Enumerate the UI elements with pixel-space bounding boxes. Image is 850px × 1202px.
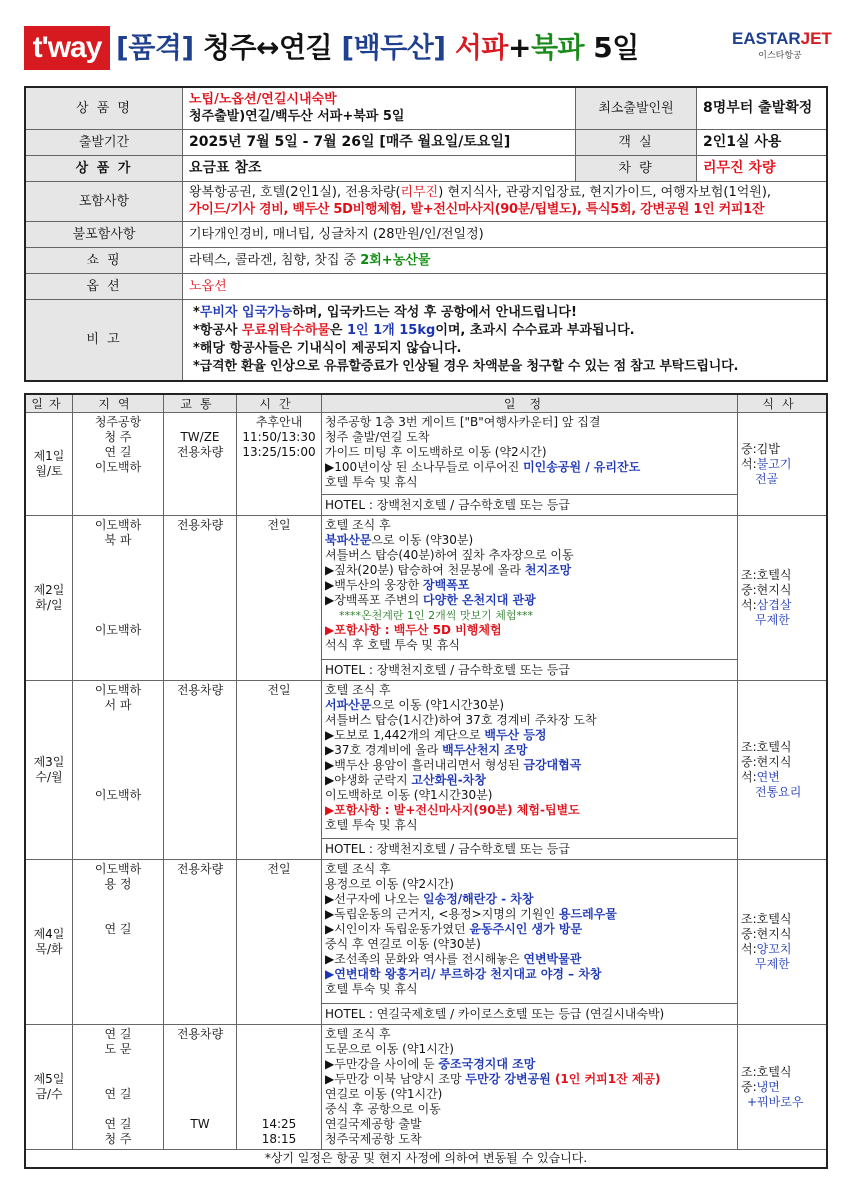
- schedule-line: ▶장백폭포 주변의: [325, 593, 424, 607]
- schedule-line: 청주공항 1층 3번 게이트 ["B"여행사카운터] 앞 집결: [325, 415, 601, 429]
- schedule-highlight: 장백폭포: [423, 578, 470, 592]
- region: 연 길: [104, 1087, 132, 1101]
- schedule-highlight: 금강대협곡: [523, 758, 582, 772]
- col-schedule: 일정: [322, 394, 738, 413]
- col-region: 지역: [73, 394, 164, 413]
- remark-baggage: 무료위탁수하물: [242, 322, 330, 338]
- schedule-line: 이도백하로 이동 (약1시간30분): [325, 788, 493, 802]
- meal-special: 냉면: [756, 1079, 780, 1094]
- remarks-label: 비 고: [25, 299, 183, 381]
- eastar-logo-main: EASTAR: [732, 29, 801, 48]
- meal: 석:: [741, 598, 757, 612]
- schedule-highlight: 윤동주시인 생가 방문: [469, 922, 583, 936]
- meal-cell: [738, 516, 828, 681]
- region-cell: [73, 413, 164, 516]
- eastar-logo-sub: 이스타항공: [758, 51, 802, 61]
- schedule-line: 호텔 투숙 및 휴식: [325, 818, 418, 832]
- hotel-info: HOTEL : 장백천지호텔 / 금수학호텔 또는 등급: [322, 495, 738, 516]
- remark-text: 하며, 입국카드는 작성 후 공항에서 안내드립니다!: [292, 304, 577, 320]
- day-number: 제1일: [33, 449, 65, 463]
- meal-special: 양꼬치: [756, 942, 792, 956]
- remark-text: *항공사: [193, 322, 242, 338]
- col-meal: 식사: [738, 394, 828, 413]
- remark-text: 은: [329, 322, 347, 338]
- schedule-note: ****온천계란 1인 2개씩 맛보기 체험***: [339, 609, 533, 622]
- day-number: 제3일: [33, 755, 65, 769]
- remark-meal: *해당 항공사들은 기내식이 제공되지 않습니다.: [193, 340, 462, 356]
- transport-cell: 전용차량: [164, 681, 237, 860]
- page-title: [116, 28, 639, 68]
- title-part: [백두산]: [341, 31, 455, 64]
- excluded-value: 기타개인경비, 매너팁, 싱글차지 (28만원/인/전일정): [183, 221, 828, 247]
- day-cell: [25, 860, 73, 1025]
- schedule-line: ▶짚차(20분) 탑승하여 천문봉에 올라: [325, 563, 525, 577]
- meal-special: 전골: [755, 471, 779, 486]
- schedule-highlight: ▶연변대학 왕홍거리/ 부르하강 천지대교 야경 – 차창: [325, 967, 602, 981]
- region: 이도백하: [94, 862, 142, 876]
- day-number: 제5일: [33, 1072, 65, 1086]
- product-label: 상 품 명: [25, 87, 183, 129]
- schedule-cell: [322, 1025, 738, 1150]
- schedule-line: 호텔 조식 후: [325, 862, 391, 876]
- day-number: 제4일: [33, 927, 65, 941]
- schedule-highlight: 다양한 온천지대 관광: [423, 593, 536, 607]
- meal-special: 불고기: [756, 456, 792, 471]
- transport: 전용차량: [176, 445, 224, 459]
- remarks-value: [183, 299, 828, 381]
- car-value: 리무진 차량: [697, 155, 828, 181]
- shopping-count: 2회+농산물: [360, 252, 431, 268]
- schedule-line: ▶조선족의 문화와 역사를 전시해놓은: [325, 952, 524, 966]
- schedule-line: ▶야생화 군락지: [325, 773, 412, 787]
- option-label: 옵 션: [25, 273, 183, 299]
- schedule-line: ▶선구자에 나오는: [325, 892, 424, 906]
- schedule-line: 석식 후 호텔 투숙 및 휴식: [325, 638, 460, 652]
- eastar-logo-jet: JET: [800, 29, 832, 48]
- transport: TW: [190, 1117, 210, 1131]
- hotel-info: HOTEL : 연길국제호텔 / 카이로스호텔 또는 등급 (연길시내숙박): [322, 1004, 738, 1025]
- product-info-table: [24, 86, 828, 382]
- region: 이도백하: [94, 518, 142, 532]
- meal: 조:호텔식: [741, 912, 792, 926]
- region: 연 길: [104, 445, 132, 459]
- day-weekday: 월/토: [35, 464, 63, 478]
- meal-cell: [738, 681, 828, 860]
- included-label: 포함사항: [25, 181, 183, 221]
- title-part: +: [507, 31, 531, 64]
- day-cell: [25, 1025, 73, 1150]
- col-day: 일자: [25, 394, 73, 413]
- schedule-highlight: 북파산문: [325, 533, 372, 547]
- option-value: 노옵션: [183, 273, 828, 299]
- included-text: 왕복항공권, 호텔(2인1실), 전용차량(: [189, 185, 401, 200]
- schedule-line: 호텔 조식 후: [325, 518, 391, 532]
- schedule-highlight: 백두산 등정: [484, 728, 547, 742]
- region: 연 길: [104, 1027, 132, 1041]
- header: [24, 22, 832, 74]
- region: 북 파: [104, 533, 132, 547]
- schedule-cell: [322, 516, 738, 660]
- transport-cell: 전용차량: [164, 860, 237, 1025]
- room-label: 객 실: [576, 129, 697, 155]
- schedule-line: 용정으로 이동 (약2시간): [325, 877, 454, 891]
- meal: 조:호텔식: [741, 1064, 792, 1079]
- eastar-jet-logo: [732, 28, 832, 68]
- meal: 중:현지식: [741, 755, 792, 769]
- remark-fuel: *급격한 환율 인상으로 유류할증료가 인상될 경우 차액분을 청구할 수 있는 점 참고 부탁드립니다.: [193, 358, 739, 374]
- schedule-line: 셔틀버스 탑승(40분)하여 짚차 추자장으로 이동: [325, 548, 574, 562]
- meal: 조:호텔식: [741, 740, 792, 754]
- product-name: [183, 87, 576, 129]
- schedule-line: 호텔 조식 후: [325, 683, 391, 697]
- col-time: 시간: [237, 394, 322, 413]
- transport: TW/ZE: [180, 430, 220, 444]
- schedule-highlight: 용드레우물: [558, 907, 617, 921]
- day-weekday: 금/수: [35, 1087, 63, 1101]
- schedule-highlight: 천지조망: [524, 563, 572, 577]
- region-cell: [73, 860, 164, 1025]
- schedule-highlight: 미인송공원 / 유리잔도: [523, 460, 641, 474]
- schedule-line: ▶100년이상 된 소나무들로 이루어진: [325, 460, 524, 474]
- time-cell: 전일: [237, 860, 322, 1025]
- schedule-cell: [322, 681, 738, 839]
- day-weekday: 목/화: [35, 942, 63, 956]
- included-value: [183, 181, 828, 221]
- schedule-cell: [322, 860, 738, 1004]
- time: 추후안내: [255, 415, 303, 429]
- period-label: 출발기간: [25, 129, 183, 155]
- shopping-items: 라텍스, 콜라겐, 침향, 찻집 중: [189, 252, 361, 268]
- meal-special: 무제한: [755, 957, 790, 971]
- schedule-line: 호텔 조식 후: [325, 1027, 391, 1041]
- region: 연 길: [104, 1117, 132, 1131]
- transport: 전용차량: [176, 1027, 224, 1041]
- shopping-label: 쇼 핑: [25, 247, 183, 273]
- meal: 중:: [741, 1079, 757, 1094]
- meal-cell: [738, 860, 828, 1025]
- period-value: 2025년 7월 5일 - 7월 26일 [매주 월요일/토요일]: [183, 129, 576, 155]
- meal-special: 연변: [756, 770, 780, 784]
- hotel-info: HOTEL : 장백천지호텔 / 금수학호텔 또는 등급: [322, 839, 738, 860]
- schedule-included: ▶포함사항 : 백두산 5D 비행체험: [325, 623, 502, 637]
- schedule-line: 중식 후 공항으로 이동: [325, 1102, 441, 1116]
- itinerary-table: [24, 393, 828, 1169]
- schedule-included: ▶포함사항 : 발+전신마사지(90분) 체험-팁별도: [325, 803, 580, 817]
- title-part: 청주↔연길: [202, 31, 342, 64]
- meal: 중:현지식: [741, 583, 792, 597]
- meal-cell: [738, 413, 828, 516]
- schedule-highlight: 일송정/해란강 - 차창: [423, 892, 534, 906]
- time-cell: [237, 413, 322, 516]
- title-part: 북파: [530, 31, 585, 64]
- region: 청주공항: [94, 415, 142, 429]
- remark-text: *: [193, 304, 200, 320]
- time: 11:50/13:30: [242, 430, 316, 444]
- schedule-line: 연길국제공항 출발: [325, 1117, 422, 1131]
- region: 서 파: [104, 698, 132, 712]
- schedule-highlight: 두만강 강변공원: [465, 1072, 555, 1086]
- region-cell: [73, 516, 164, 681]
- room-value: 2인1실 사용: [697, 129, 828, 155]
- region: 이도백하: [94, 460, 142, 474]
- schedule-highlight: 중조국경지대 조망: [438, 1057, 536, 1071]
- region: 청 주: [104, 1132, 132, 1146]
- schedule-line: 청주국제공항 도착: [325, 1132, 422, 1146]
- meal-special: 삼겹살: [756, 598, 792, 612]
- price-value: 요금표 참조: [183, 155, 576, 181]
- meal: 석:: [741, 456, 757, 471]
- schedule-highlight: 서파산문: [325, 698, 372, 712]
- car-label: 차 량: [576, 155, 697, 181]
- region: 이도백하: [94, 623, 142, 637]
- schedule-highlight: 고산화원-차창: [411, 773, 486, 787]
- remark-baggage-limit: 1인 1개 15kg: [347, 322, 436, 338]
- schedule-highlight: 연변박물관: [523, 952, 582, 966]
- col-transport: 교통: [164, 394, 237, 413]
- region: 이도백하: [94, 683, 142, 697]
- region: 이도백하: [94, 788, 142, 802]
- day-weekday: 수/월: [35, 770, 63, 784]
- schedule-line: ▶두만강 이북 남양시 조망: [325, 1072, 466, 1086]
- included-limousine: 리무진: [400, 185, 439, 200]
- region: 연 길: [104, 922, 132, 936]
- schedule-line: ▶37호 경계비에 올라: [325, 743, 443, 757]
- schedule-line: ▶백두산 용암이 흘러내리면서 형성된: [325, 758, 524, 772]
- schedule-line: 호텔 투숙 및 휴식: [325, 982, 418, 996]
- schedule-line: ▶두만강을 사이에 둔: [325, 1057, 439, 1071]
- region: 용 정: [104, 877, 132, 891]
- schedule-highlight: 백두산천지 조망: [442, 743, 528, 757]
- schedule-included: (1인 커피1잔 제공): [554, 1072, 661, 1086]
- schedule-line: 연길로 이동 (약1시간): [325, 1087, 443, 1101]
- day-row: [25, 413, 827, 495]
- product-name-line2: 청주출발)연길/백두산 서파+북파 5일: [189, 109, 405, 125]
- day-cell: [25, 413, 73, 516]
- product-name-line1: 노팁/노옵션/연길시내숙박: [189, 92, 337, 108]
- region-cell: [73, 681, 164, 860]
- shopping-value: [183, 247, 828, 273]
- schedule-line: ▶시인이자 독립운동가였던: [325, 922, 470, 936]
- meal-special: +꿔바로우: [747, 1094, 804, 1109]
- price-label: 상 품 가: [25, 155, 183, 181]
- schedule-line: 중식 후 연길로 이동 (약30분): [325, 937, 481, 951]
- schedule-line: ▶백두산의 웅장한: [325, 578, 424, 592]
- title-part: [품격]: [116, 31, 203, 64]
- schedule-cell: [322, 413, 738, 495]
- title-part: 5일: [584, 31, 639, 64]
- schedule-line: ▶도보로 1,442개의 계단으로: [325, 728, 485, 742]
- meal: 조:호텔식: [741, 568, 792, 582]
- day-weekday: 화/일: [35, 598, 63, 612]
- schedule-line: 셔틀버스 탑승(1시간)하여 37호 경계비 주차장 도착: [325, 713, 597, 727]
- hotel-info: HOTEL : 장백천지호텔 / 금수학호텔 또는 등급: [322, 660, 738, 681]
- schedule-line: 호텔 투숙 및 휴식: [325, 475, 418, 489]
- excluded-label: 불포함사항: [25, 221, 183, 247]
- schedule-line: 으로 이동 (약30분): [371, 533, 474, 547]
- included-text: ) 현지식사, 관광지입장료, 현지가이드, 여행자보험(1억원),: [438, 185, 772, 200]
- region-cell: [73, 1025, 164, 1150]
- schedule-line: 청주 출발/연길 도착: [325, 430, 430, 444]
- min-people-value: 8명부터 출발확정: [697, 87, 828, 129]
- meal: 중:김밥: [741, 441, 780, 456]
- day-cell: [25, 516, 73, 681]
- region: 청 주: [104, 430, 132, 444]
- remark-visa: 무비자 입국가능: [199, 304, 293, 320]
- transport-cell: [164, 413, 237, 516]
- region: 도 문: [104, 1042, 132, 1056]
- transport-cell: [164, 1025, 237, 1150]
- time: 18:15: [261, 1132, 297, 1146]
- included-highlight: 가이드/기사 경비, 백두산 5D비행체험, 발+전신마사지(90분/팁별도), 특식5회, 강변공원 1인 커피1잔: [189, 202, 765, 217]
- title-part: 서파: [454, 31, 508, 64]
- day-cell: [25, 681, 73, 860]
- meal-special: 전통요리: [755, 785, 802, 799]
- day-number: 제2일: [33, 583, 65, 597]
- schedule-line: 가이드 미팅 후 이도백하로 이동 (약2시간): [325, 445, 547, 459]
- time-cell: 전일: [237, 516, 322, 681]
- remark-text: 이며, 초과시 수수료과 부과됩니다.: [435, 322, 635, 338]
- tway-logo: t'way: [24, 26, 110, 70]
- schedule-line: 도문으로 이동 (약1시간): [325, 1042, 454, 1056]
- footer-note: *상기 일정은 항공 및 현지 사정에 의하여 변동될 수 있습니다.: [25, 1150, 827, 1169]
- min-people-label: 최소출발인원: [576, 87, 697, 129]
- time-cell: 전일: [237, 681, 322, 860]
- meal: 석:: [741, 770, 757, 784]
- time: 13:25/15:00: [242, 445, 316, 459]
- meal-special: 무제한: [755, 613, 790, 627]
- time-cell: [237, 1025, 322, 1150]
- meal: 석:: [741, 942, 757, 956]
- schedule-line: ▶독립운동의 근거지, <용정>지명의 기원인: [325, 907, 559, 921]
- meal-cell: [738, 1025, 828, 1150]
- meal: 중:현지식: [741, 927, 792, 941]
- transport-cell: 전용차량: [164, 516, 237, 681]
- time: 14:25: [261, 1117, 297, 1131]
- schedule-line: 으로 이동 (약1시간30분): [371, 698, 505, 712]
